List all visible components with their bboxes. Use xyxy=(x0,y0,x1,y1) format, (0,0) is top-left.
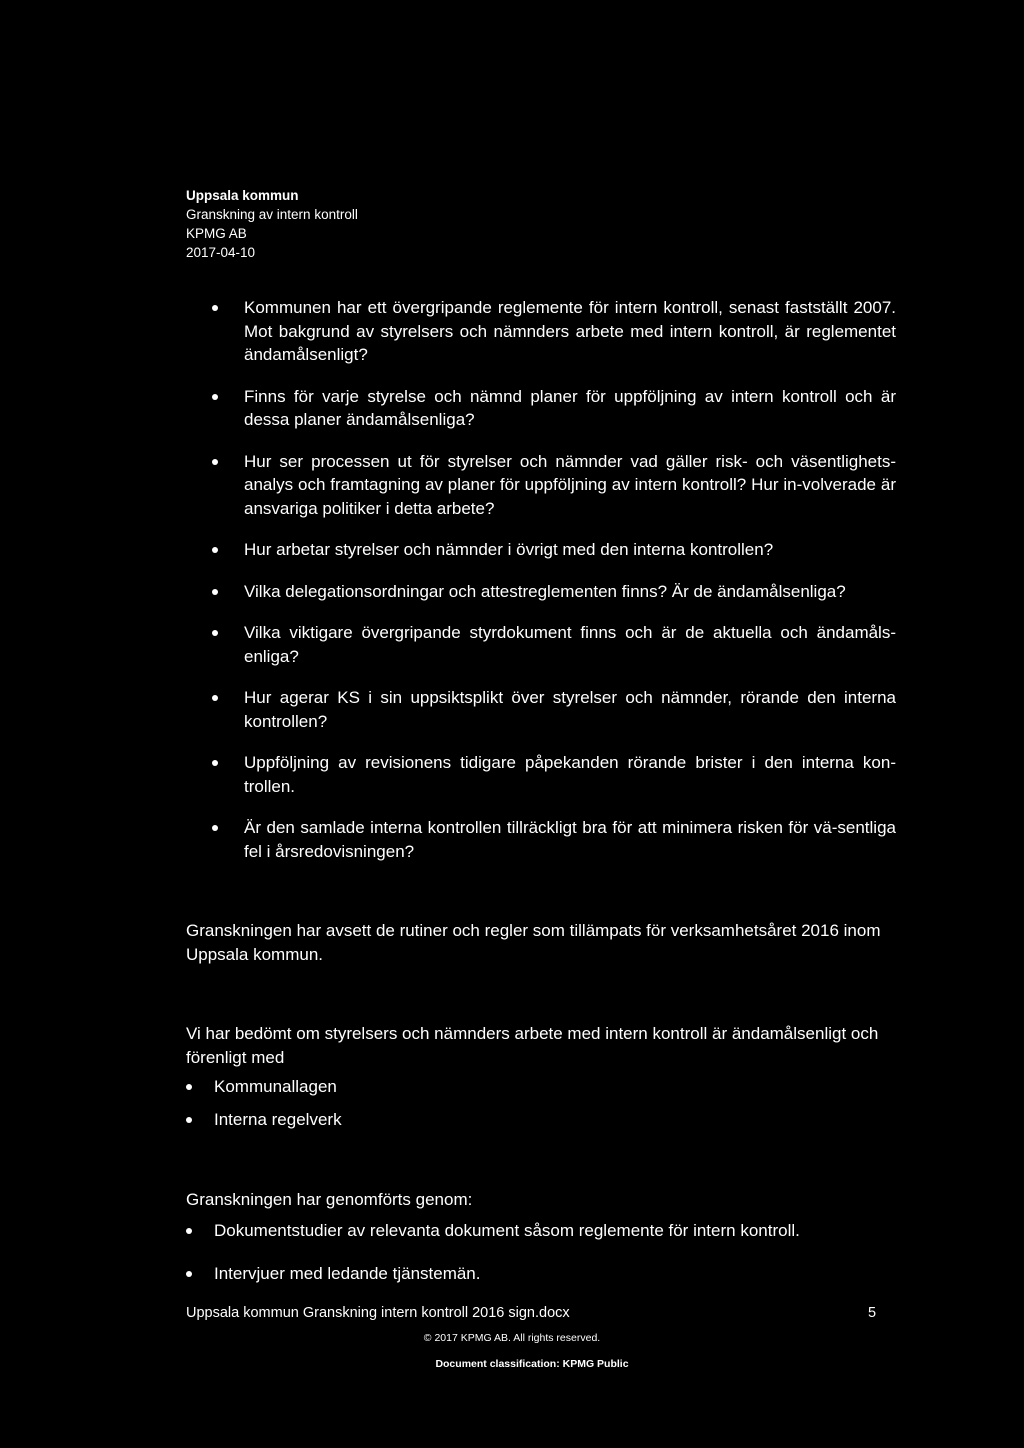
footer-document-name: Uppsala kommun Granskning intern kontroll 2016 sign.docx xyxy=(186,1305,570,1321)
criteria-item: Kommunallagen xyxy=(186,1075,342,1099)
question-item: Vilka viktigare övergripande styrdokument finns och är de aktuella och ändamåls-enliga? xyxy=(212,621,896,668)
footer-classification: Document classification: KPMG Public xyxy=(435,1358,629,1370)
header-organization: Uppsala kommun xyxy=(186,188,299,203)
question-item: Kommunen har ett övergripande reglemente för intern kontroll, senast fastställt 2007. Mot bakgrund av styrelsers och nämnders arbete med intern kontroll, är reglementet ändamålsenligt? xyxy=(212,296,896,367)
criteria-paragraph: Vi har bedömt om styrelsers och nämnders arbete med intern kontroll är ändamålsenligt och förenligt med xyxy=(186,1024,879,1067)
audit-questions-list xyxy=(212,296,896,863)
header-date: 2017-04-10 xyxy=(186,245,256,260)
footer-copyright: © 2017 KPMG AB. All rights reserved. xyxy=(423,1332,601,1344)
method-item: Intervjuer med ledande tjänstemän. xyxy=(186,1262,800,1286)
criteria-list xyxy=(186,1075,342,1131)
question-item: Hur arbetar styrelser och nämnder i övrigt med den interna kontrollen? xyxy=(212,538,896,562)
question-item: Hur ser processen ut för styrelser och nämnder vad gäller risk- och väsentlighets-analys och framtagning av planer för uppföljning av intern kontroll? Hur in-volverade är ansvariga politiker i detta arbete? xyxy=(212,450,896,521)
footer-page-number: 5 xyxy=(868,1305,877,1321)
question-item: Finns för varje styrelse och nämnd planer för uppföljning av intern kontroll och är dessa planer ändamålsenliga? xyxy=(212,385,896,432)
question-item: Hur agerar KS i sin uppsiktsplikt över styrelser och nämnder, rörande den interna kontrollen? xyxy=(212,686,896,733)
question-item: Vilka delegationsordningar och attestreglementen finns? Är de ändamålsenliga? xyxy=(212,580,896,604)
criteria-item: Interna regelverk xyxy=(186,1108,342,1132)
scope-paragraph: Granskningen har avsett de rutiner och regler som tillämpats för verksamhetsåret 2016 inom Uppsala kommun. xyxy=(186,921,881,964)
method-intro: Granskningen har genomförts genom: xyxy=(186,1190,473,1209)
header-firm: KPMG AB xyxy=(186,226,247,241)
method-item: Dokumentstudier av relevanta dokument såsom reglemente för intern kontroll. xyxy=(186,1219,800,1243)
question-item: Är den samlade interna kontrollen tillräckligt bra för att minimera risken för vä-sentliga fel i årsredovisningen? xyxy=(212,816,896,863)
methods-list xyxy=(186,1219,800,1285)
page-header xyxy=(186,186,358,262)
question-item: Uppföljning av revisionens tidigare påpekanden rörande brister i den interna kon-trollen. xyxy=(212,751,896,798)
header-report-title: Granskning av intern kontroll xyxy=(186,207,358,222)
